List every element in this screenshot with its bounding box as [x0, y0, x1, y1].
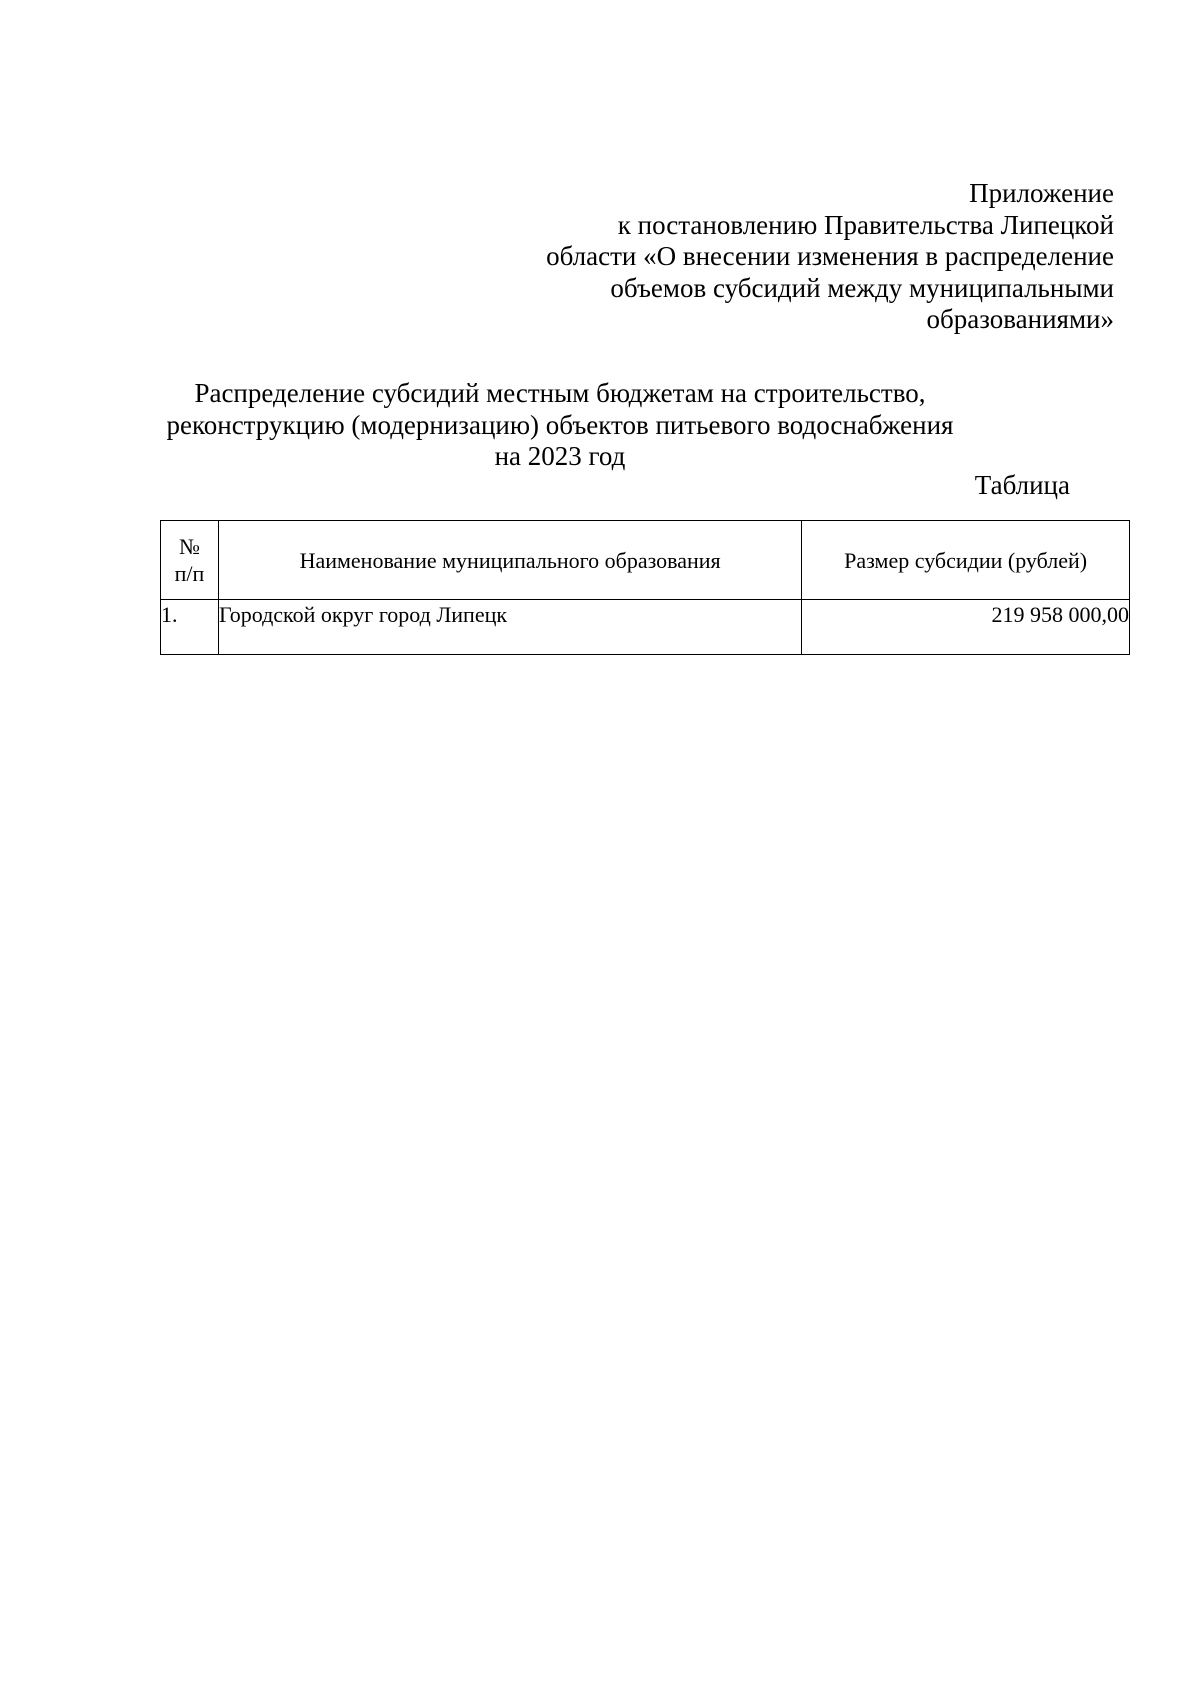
header-number-symbol: № [178, 534, 200, 559]
subsidy-table [160, 520, 1130, 655]
row-municipality: Городской округ город Липецк [218, 600, 801, 655]
appendix-line: Приложение [969, 178, 1114, 208]
header-amount: Размер субсидии (рублей) [802, 521, 1130, 600]
title-line: на 2023 год [494, 441, 626, 471]
appendix-line: области «О внесении изменения в распределение [546, 241, 1114, 271]
table-caption: Таблица [974, 470, 1070, 500]
title-line: Распределение субсидий местным бюджетам на строительство, [194, 378, 926, 408]
appendix-line: к постановлению Правительства Липецкой [617, 209, 1114, 240]
appendix-line: образованиями» [926, 304, 1114, 334]
header-name: Наименование муниципального образования [218, 521, 801, 600]
appendix-header [414, 178, 1114, 336]
table-header-row [161, 521, 1130, 600]
header-number [161, 521, 219, 600]
header-number-label: п/п [174, 561, 205, 586]
table-row [161, 600, 1130, 655]
row-amount: 219 958 000,00 [802, 600, 1130, 655]
row-number: 1. [161, 600, 219, 655]
appendix-line: объемов субсидий между муниципальными [610, 272, 1114, 303]
title-line: реконструкцию (модернизацию) объектов питьевого водоснабжения [166, 409, 954, 440]
document-title [160, 378, 960, 473]
